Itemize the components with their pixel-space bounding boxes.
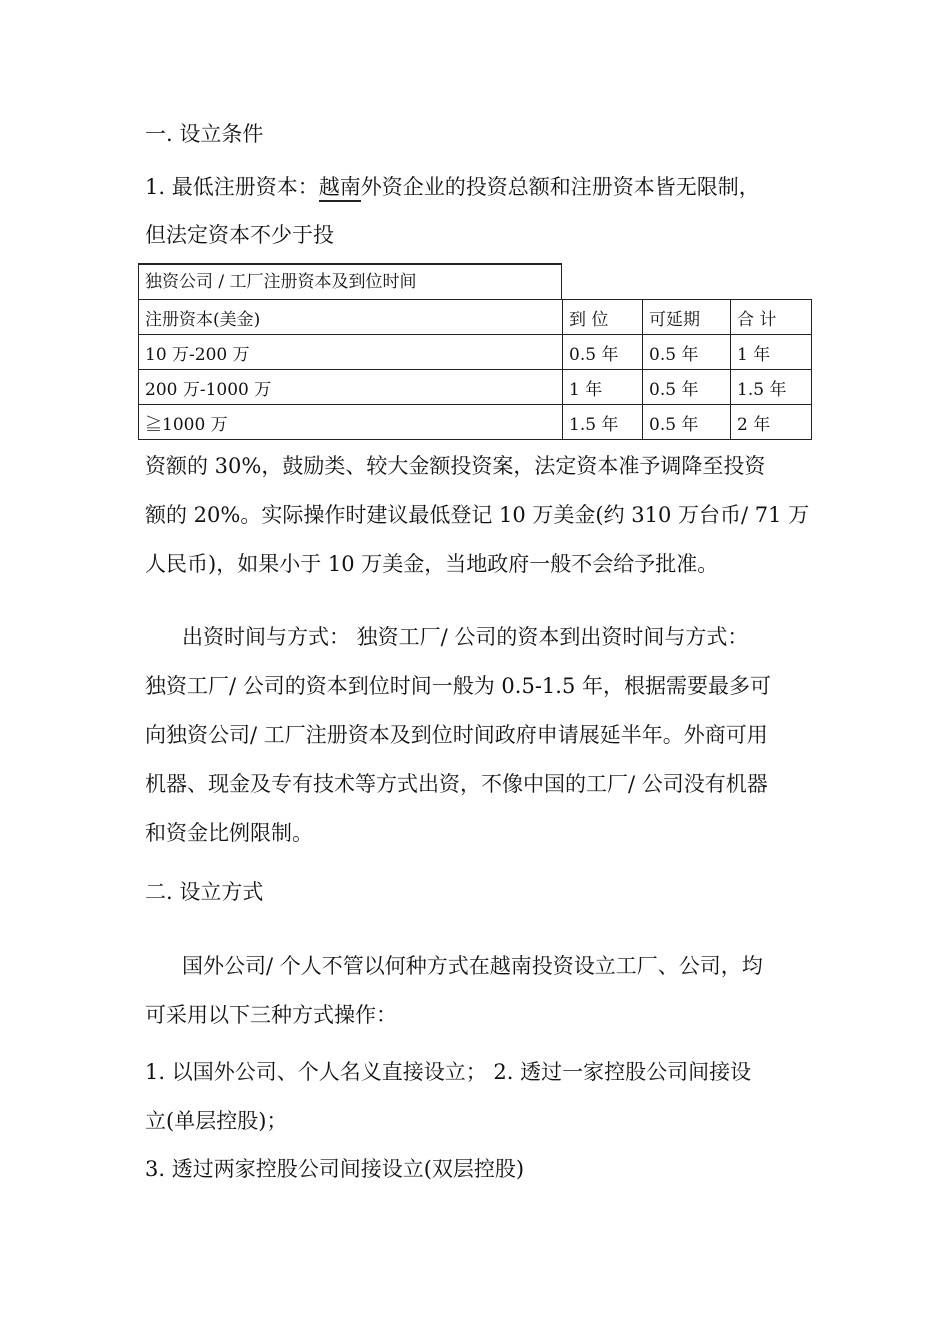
table-cell: 10 万-200 万 — [139, 335, 563, 370]
table-cell: 1.5 年 — [731, 370, 812, 405]
table-cell: ≧1000 万 — [139, 405, 563, 440]
paragraph-contribution-line: 独资工厂/ 公司的资本到位时间一般为 0.5-1.5 年，根据需要最多可 — [145, 674, 771, 698]
table-header-cell: 合 计 — [731, 300, 812, 335]
paragraph-capital-line: 资额的 30%，鼓励类、较大金额投资案，法定资本准予调降至投资 — [145, 454, 766, 478]
section-heading-2: 二. 设立方式 — [145, 880, 264, 904]
capital-table — [138, 299, 812, 440]
paragraph-contribution-line: 机器、现金及专有技术等方式出资，不像中国的工厂/ 公司没有机器 — [145, 772, 768, 796]
paragraph-contribution-line: 向独资公司/ 工厂注册资本及到位时间政府申请展延半年。外商可用 — [145, 723, 768, 747]
paragraph-contribution-line: 出资时间与方式： 独资工厂/ 公司的资本到出资时间与方式： — [182, 625, 749, 649]
paragraph-min-capital-line2: 但法定资本不少于投 — [145, 223, 334, 247]
min-capital-text: 外资企业的投资总额和注册资本皆无限制， — [360, 175, 760, 199]
table-cell: 1.5 年 — [563, 405, 643, 440]
paragraph-options-line: 3. 透过两家控股公司间接设立(双层控股) — [145, 1157, 525, 1181]
paragraph-methods-line: 国外公司/ 个人不管以何种方式在越南投资设立工厂、公司，均 — [182, 954, 763, 978]
paragraph-methods-line: 可采用以下三种方式操作： — [145, 1003, 397, 1027]
table-cell: 0.5 年 — [643, 405, 731, 440]
table-cell: 1 年 — [563, 370, 643, 405]
min-capital-label: 1. 最低注册资本： — [145, 175, 319, 199]
capital-table-title: 独资公司 / 工厂注册资本及到位时间 — [138, 263, 562, 299]
table-cell: 2 年 — [731, 405, 812, 440]
paragraph-min-capital — [145, 174, 760, 200]
paragraph-capital-line: 额的 20%。实际操作时建议最低登记 10 万美金(约 310 万台币/ 71 万 — [145, 503, 810, 527]
table-header-cell: 可延期 — [643, 300, 731, 335]
section-heading-1: 一. 设立条件 — [145, 122, 264, 146]
table-row — [139, 335, 812, 370]
vietnam-underlined-text: 越南 — [319, 175, 361, 202]
table-cell: 0.5 年 — [643, 370, 731, 405]
table-row — [139, 370, 812, 405]
table-header-cell: 注册资本(美金) — [139, 300, 563, 335]
table-header-row — [139, 300, 812, 335]
table-row — [139, 405, 812, 440]
table-cell: 0.5 年 — [643, 335, 731, 370]
paragraph-options-line: 1. 以国外公司、个人名义直接设立； 2. 透过一家控股公司间接设 — [145, 1060, 752, 1084]
paragraph-capital-line: 人民币)，如果小于 10 万美金，当地政府一般不会给予批准。 — [145, 552, 719, 576]
table-cell: 200 万-1000 万 — [139, 370, 563, 405]
table-cell: 0.5 年 — [563, 335, 643, 370]
table-cell: 1 年 — [731, 335, 812, 370]
paragraph-contribution-line: 和资金比例限制。 — [145, 821, 313, 845]
paragraph-options-line: 立(单层控股)； — [145, 1109, 288, 1133]
table-header-cell: 到 位 — [563, 300, 643, 335]
